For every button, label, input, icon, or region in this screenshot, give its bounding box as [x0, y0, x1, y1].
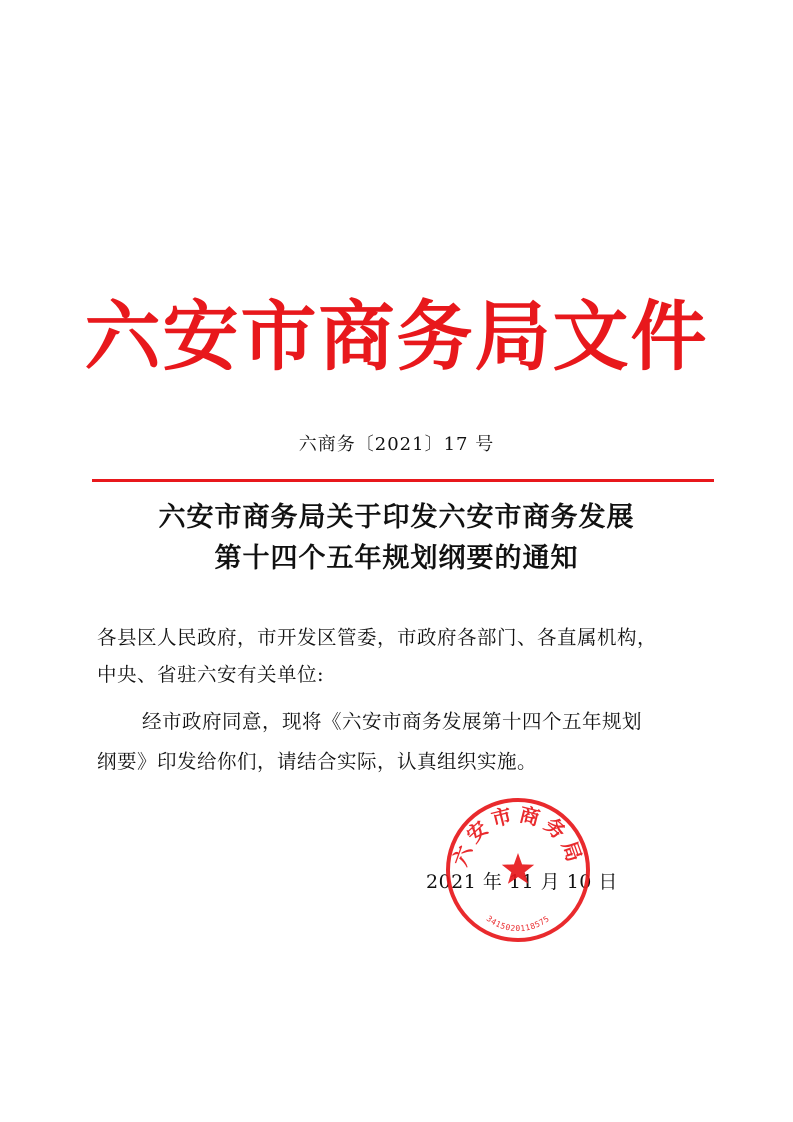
- recipients-line-2: 中央、省驻六安有关单位:: [97, 663, 325, 686]
- document-number: 六商务〔2021〕17 号: [298, 434, 495, 455]
- seal-arc-text: 六安市商务局: [447, 802, 589, 870]
- signature-date: 2021 年 11 月 10 日: [426, 871, 618, 893]
- red-divider-line: [92, 479, 714, 482]
- seal-serial-number: 3415020118575: [484, 914, 552, 934]
- official-seal-stamp: [443, 795, 593, 945]
- notice-title-line-1: 六安市商务局关于印发六安市商务发展: [158, 502, 635, 533]
- body-paragraph-line-2: 纲要》印发给你们，请结合实际，认真组织实施。: [97, 750, 538, 773]
- document-masthead: 六安市商务局文件: [84, 292, 709, 381]
- seal-star-icon: [502, 853, 534, 884]
- notice-title-line-2: 第十四个五年规划纲要的通知: [214, 543, 579, 574]
- recipients-line-1: 各县区人民政府，市开发区管委，市政府各部门、各直属机构，: [97, 626, 658, 649]
- body-paragraph-line-1: 经市政府同意，现将《六安市商务发展第十四个五年规划: [142, 710, 643, 733]
